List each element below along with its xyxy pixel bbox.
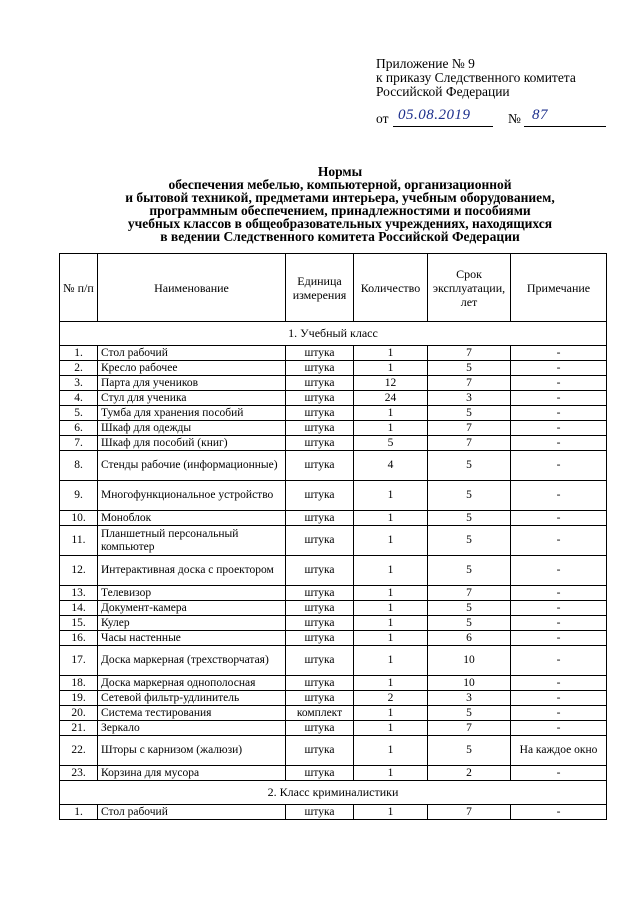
row-note: -	[511, 616, 607, 631]
row-quantity: 1	[354, 736, 428, 766]
table-row	[60, 706, 607, 721]
row-name: Доска маркерная однополосная	[98, 676, 286, 691]
row-unit: штука	[286, 586, 354, 601]
row-quantity: 1	[354, 676, 428, 691]
row-unit: штука	[286, 451, 354, 481]
table-row	[60, 721, 607, 736]
row-term: 5	[428, 556, 511, 586]
table-row	[60, 691, 607, 706]
row-number: 5.	[60, 406, 98, 421]
row-number: 1.	[60, 346, 98, 361]
table-row	[60, 406, 607, 421]
title-line: программным обеспечением, принадлежностями и пособиями	[149, 203, 531, 218]
section-header-row	[60, 781, 607, 805]
row-unit: штука	[286, 676, 354, 691]
row-quantity: 1	[354, 601, 428, 616]
row-quantity: 1	[354, 706, 428, 721]
row-name: Тумба для хранения пособий	[98, 406, 286, 421]
row-note: -	[511, 361, 607, 376]
header-note: Примечание	[511, 254, 607, 322]
row-note: -	[511, 391, 607, 406]
row-number: 21.	[60, 721, 98, 736]
row-number: 1.	[60, 805, 98, 820]
row-unit: штука	[286, 601, 354, 616]
row-name: Моноблок	[98, 511, 286, 526]
row-name: Многофункциональное устройство	[98, 481, 286, 511]
row-number: 13.	[60, 586, 98, 601]
row-name: Корзина для мусора	[98, 766, 286, 781]
row-unit: штука	[286, 421, 354, 436]
row-note: -	[511, 481, 607, 511]
row-quantity: 4	[354, 451, 428, 481]
row-unit: штука	[286, 526, 354, 556]
row-note: -	[511, 721, 607, 736]
row-number: 9.	[60, 481, 98, 511]
row-note: -	[511, 631, 607, 646]
row-quantity: 1	[354, 511, 428, 526]
row-number: 22.	[60, 736, 98, 766]
row-note: На каждое окно	[511, 736, 607, 766]
number-underline	[524, 126, 606, 127]
row-note: -	[511, 511, 607, 526]
row-note: -	[511, 805, 607, 820]
title-line: Нормы	[317, 164, 363, 179]
date-from-label: от	[376, 111, 389, 126]
row-name: Телевизор	[98, 586, 286, 601]
table-row	[60, 421, 607, 436]
row-unit: штука	[286, 481, 354, 511]
table-row	[60, 766, 607, 781]
row-note: -	[511, 346, 607, 361]
row-quantity: 1	[354, 346, 428, 361]
table-row	[60, 736, 607, 766]
row-term: 5	[428, 601, 511, 616]
row-name: Планшетный персональный компьютер	[98, 526, 286, 556]
table-row	[60, 646, 607, 676]
row-note: -	[511, 646, 607, 676]
row-term: 3	[428, 391, 511, 406]
row-name: Парта для учеников	[98, 376, 286, 391]
row-unit: штука	[286, 436, 354, 451]
table-row	[60, 805, 607, 820]
table-row	[60, 376, 607, 391]
row-number: 4.	[60, 391, 98, 406]
row-name: Интерактивная доска с проектором	[98, 556, 286, 586]
row-term: 5	[428, 511, 511, 526]
row-quantity: 1	[354, 421, 428, 436]
table-row	[60, 556, 607, 586]
row-term: 6	[428, 631, 511, 646]
row-term: 5	[428, 736, 511, 766]
row-quantity: 2	[354, 691, 428, 706]
header-term: Срок эксплуатации, лет	[428, 254, 511, 322]
row-term: 7	[428, 721, 511, 736]
table-row	[60, 601, 607, 616]
row-note: -	[511, 556, 607, 586]
table-row	[60, 526, 607, 556]
row-name: Доска маркерная (трехстворчатая)	[98, 646, 286, 676]
row-term: 3	[428, 691, 511, 706]
row-unit: штука	[286, 376, 354, 391]
handwritten-date: 05.08.2019	[398, 107, 471, 123]
row-unit: штука	[286, 556, 354, 586]
row-term: 5	[428, 451, 511, 481]
document-title	[60, 165, 620, 243]
row-term: 7	[428, 436, 511, 451]
row-note: -	[511, 406, 607, 421]
row-quantity: 1	[354, 481, 428, 511]
row-quantity: 1	[354, 406, 428, 421]
table-row	[60, 436, 607, 451]
row-note: -	[511, 451, 607, 481]
row-term: 5	[428, 616, 511, 631]
row-number: 8.	[60, 451, 98, 481]
row-number: 23.	[60, 766, 98, 781]
row-name: Стул для ученика	[98, 391, 286, 406]
table-row	[60, 511, 607, 526]
row-note: -	[511, 706, 607, 721]
table-row	[60, 676, 607, 691]
table-row	[60, 361, 607, 376]
title-line: обеспечения мебелью, компьютерной, организационной	[168, 177, 512, 192]
row-name: Шторы с карнизом (жалюзи)	[98, 736, 286, 766]
appendix-order-ref: к приказу Следственного комитета	[376, 70, 576, 85]
table-header-row	[60, 254, 607, 322]
header-qty: Количество	[354, 254, 428, 322]
row-name: Шкаф для пособий (книг)	[98, 436, 286, 451]
appendix-number: Приложение № 9	[376, 56, 475, 71]
norms-table	[59, 253, 607, 820]
row-note: -	[511, 691, 607, 706]
row-quantity: 1	[354, 556, 428, 586]
row-number: 10.	[60, 511, 98, 526]
row-note: -	[511, 766, 607, 781]
row-unit: штука	[286, 736, 354, 766]
row-unit: комплект	[286, 706, 354, 721]
row-quantity: 1	[354, 631, 428, 646]
row-term: 5	[428, 706, 511, 721]
row-name: Шкаф для одежды	[98, 421, 286, 436]
row-unit: штука	[286, 616, 354, 631]
row-unit: штука	[286, 646, 354, 676]
row-term: 5	[428, 361, 511, 376]
handwritten-number: 87	[532, 107, 548, 123]
order-date-line	[376, 107, 626, 131]
row-unit: штука	[286, 391, 354, 406]
row-name: Часы настенные	[98, 631, 286, 646]
row-term: 7	[428, 346, 511, 361]
section-title: 1. Учебный класс	[60, 322, 607, 346]
row-quantity: 1	[354, 526, 428, 556]
row-quantity: 12	[354, 376, 428, 391]
row-unit: штука	[286, 511, 354, 526]
row-name: Система тестирования	[98, 706, 286, 721]
row-name: Документ-камера	[98, 601, 286, 616]
section-header-row	[60, 322, 607, 346]
row-unit: штука	[286, 406, 354, 421]
row-unit: штука	[286, 805, 354, 820]
row-quantity: 1	[354, 361, 428, 376]
row-term: 7	[428, 805, 511, 820]
table-row	[60, 586, 607, 601]
row-number: 14.	[60, 601, 98, 616]
row-number: 17.	[60, 646, 98, 676]
row-number: 6.	[60, 421, 98, 436]
row-term: 10	[428, 646, 511, 676]
row-term: 10	[428, 676, 511, 691]
row-name: Стенды рабочие (информационные)	[98, 451, 286, 481]
title-line: и бытовой техникой, предметами интерьера, учебным оборудованием,	[125, 190, 555, 205]
header-name: Наименование	[98, 254, 286, 322]
table-body	[60, 322, 607, 820]
date-underline	[393, 126, 493, 127]
row-number: 16.	[60, 631, 98, 646]
row-name: Стол рабочий	[98, 805, 286, 820]
row-unit: штука	[286, 361, 354, 376]
table-row	[60, 391, 607, 406]
table-row	[60, 481, 607, 511]
row-term: 5	[428, 526, 511, 556]
row-number: 3.	[60, 376, 98, 391]
row-quantity: 1	[354, 586, 428, 601]
row-number: 11.	[60, 526, 98, 556]
row-number: 15.	[60, 616, 98, 631]
number-label: №	[508, 111, 521, 126]
title-line: в ведении Следственного комитета Российской Федерации	[160, 229, 520, 244]
row-name: Сетевой фильтр-удлинитель	[98, 691, 286, 706]
row-quantity: 1	[354, 766, 428, 781]
row-quantity: 1	[354, 646, 428, 676]
row-term: 5	[428, 406, 511, 421]
row-unit: штука	[286, 691, 354, 706]
header-unit: Единица измерения	[286, 254, 354, 322]
row-note: -	[511, 421, 607, 436]
row-note: -	[511, 436, 607, 451]
row-note: -	[511, 601, 607, 616]
row-term: 7	[428, 376, 511, 391]
row-unit: штука	[286, 766, 354, 781]
table-row	[60, 346, 607, 361]
row-term: 5	[428, 481, 511, 511]
row-note: -	[511, 376, 607, 391]
row-quantity: 5	[354, 436, 428, 451]
row-name: Кресло рабочее	[98, 361, 286, 376]
row-name: Зеркало	[98, 721, 286, 736]
table-row	[60, 451, 607, 481]
row-unit: штука	[286, 631, 354, 646]
row-quantity: 24	[354, 391, 428, 406]
row-number: 7.	[60, 436, 98, 451]
row-note: -	[511, 586, 607, 601]
row-unit: штука	[286, 721, 354, 736]
appendix-header	[376, 57, 626, 99]
row-number: 20.	[60, 706, 98, 721]
row-note: -	[511, 676, 607, 691]
row-number: 2.	[60, 361, 98, 376]
row-term: 7	[428, 586, 511, 601]
header-num: № п/п	[60, 254, 98, 322]
row-quantity: 1	[354, 805, 428, 820]
row-term: 2	[428, 766, 511, 781]
section-title: 2. Класс криминалистики	[60, 781, 607, 805]
row-unit: штука	[286, 346, 354, 361]
appendix-org-name: Российской Федерации	[376, 84, 510, 99]
table-row	[60, 616, 607, 631]
row-number: 19.	[60, 691, 98, 706]
row-term: 7	[428, 421, 511, 436]
row-name: Кулер	[98, 616, 286, 631]
row-note: -	[511, 526, 607, 556]
row-quantity: 1	[354, 721, 428, 736]
table-row	[60, 631, 607, 646]
row-number: 12.	[60, 556, 98, 586]
row-number: 18.	[60, 676, 98, 691]
row-quantity: 1	[354, 616, 428, 631]
title-line: учебных классов в общеобразовательных учреждениях, находящихся	[127, 216, 553, 231]
row-name: Стол рабочий	[98, 346, 286, 361]
